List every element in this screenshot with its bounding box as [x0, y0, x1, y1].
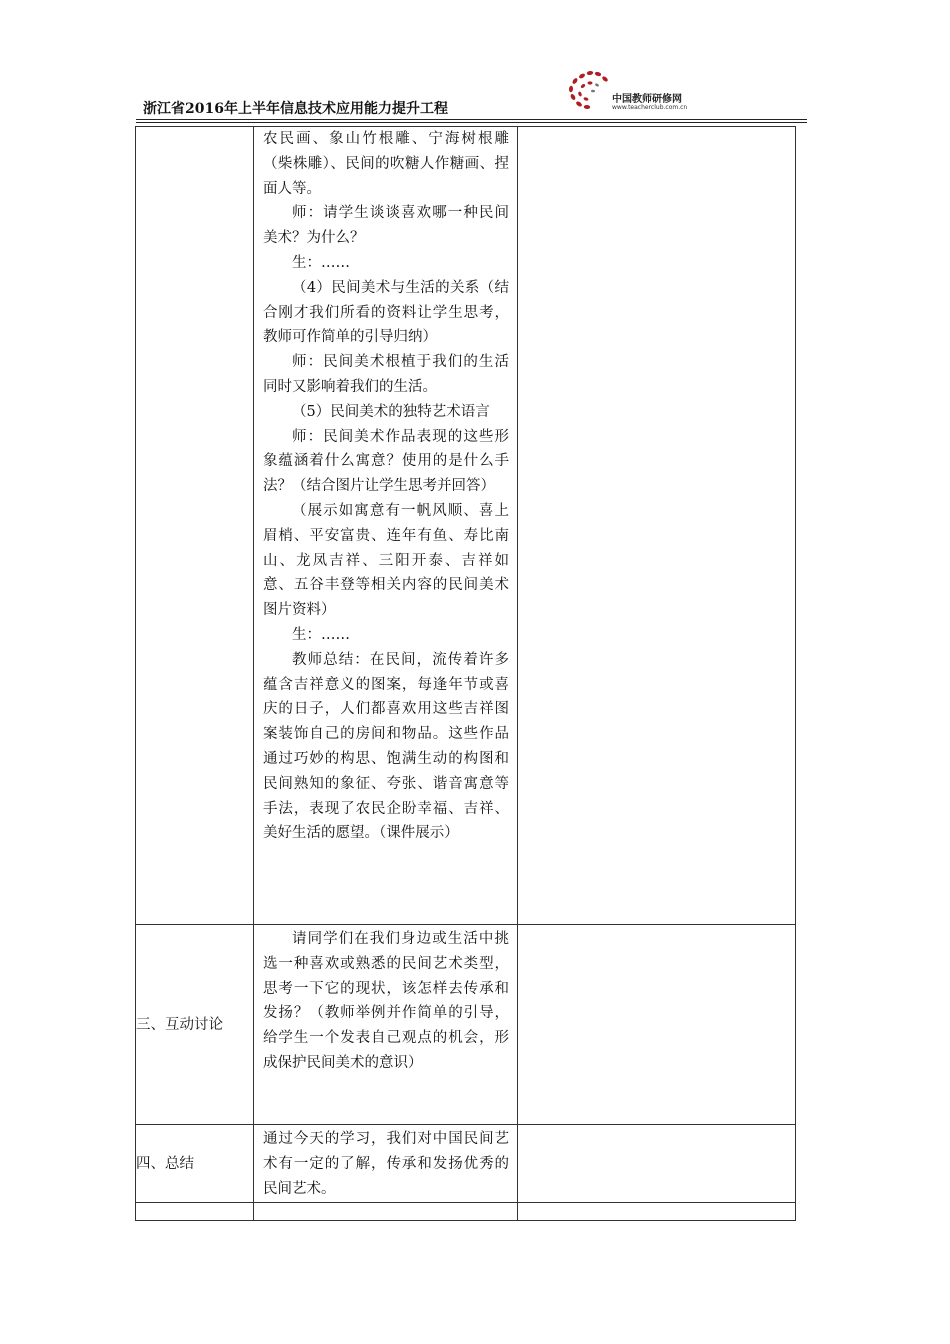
lesson-plan-table: [135, 126, 796, 1221]
notes-cell: [518, 1203, 796, 1221]
stage-label-cell: 四、总结: [136, 1125, 254, 1203]
stage-label-cell: 三、互动讨论: [136, 925, 254, 1125]
content-text: [254, 127, 517, 846]
content-paragraph: 通过今天的学习，我们对中国民间艺术有一定的了解，传承和发扬优秀的民间艺术。: [263, 1131, 509, 1197]
content-paragraph: 师：请学生谈谈喜欢哪一种民间美术？为什么？: [263, 205, 509, 247]
table-row: [136, 925, 796, 1125]
content-cell: [254, 1203, 518, 1221]
content-paragraph: 教师总结：在民间，流传着许多蕴含吉祥意义的图案，每逢年节或喜庆的日子，人们都喜欢用这些吉祥图案装饰自己的房间和物品。这些作品通过巧妙的构思、饱满生动的构图和民间熟知的象征、夸张、谐音寓意等手法，表现了农民企盼幸福、吉祥、美好生活的愿望。（课件展示）: [263, 651, 509, 842]
content-cell: [254, 127, 518, 925]
header-title: 浙江省2016年上半年信息技术应用能力提升工程: [143, 101, 448, 117]
content-paragraph: 师：民间美术作品表现的这些形象蕴涵着什么寓意？使用的是什么手法？（结合图片让学生思考并回答）: [263, 428, 509, 495]
stage-label-cell: [136, 1203, 254, 1221]
header-rule-thin: [136, 122, 807, 123]
content-cell: [254, 925, 518, 1125]
notes-cell: [518, 1125, 796, 1203]
content-cell: [254, 1125, 518, 1203]
content-paragraph: 生：……: [292, 254, 350, 271]
table-row: [136, 1125, 796, 1203]
logo-url: www.teacherclub.com.cn: [612, 104, 688, 111]
content-paragraph: （展示如寓意有一帆风顺、喜上眉梢、平安富贵、连年有鱼、寿比南山、龙凤吉祥、三阳开泰、吉祥如意、五谷丰登等相关内容的民间美术图片资料）: [263, 502, 509, 619]
stage-label-cell: [136, 127, 254, 925]
table-row: [136, 1203, 796, 1221]
notes-cell: [518, 925, 796, 1125]
content-paragraph: 师：民间美术根植于我们的生活同时又影响着我们的生活。: [263, 354, 509, 395]
table-row: [136, 127, 796, 925]
content-text: [254, 1125, 517, 1201]
content-paragraph: 农民画、象山竹根雕、宁海树根雕（柴株雕）、民间的吹糖人作糖画、捏面人等。: [263, 131, 509, 197]
content-text: [254, 925, 517, 1076]
logo-name: 中国教师研修网: [612, 94, 682, 105]
header-rule: [136, 119, 807, 120]
content-paragraph: （4）民间美术与生活的关系（结合刚才我们所看的资料让学生思考，教师可作简单的引导归纳）: [263, 279, 509, 346]
content-paragraph: 请同学们在我们身边或生活中挑选一种喜欢或熟悉的民间艺术类型，思考一下它的现状，该怎样去传承和发扬？（教师举例并作简单的引导，给学生一个发表自己观点的机会，形成保护民间美术的意识）: [263, 931, 509, 1071]
notes-cell: [518, 127, 796, 925]
content-paragraph: 生：……: [292, 626, 350, 643]
content-paragraph: （5）民间美术的独特艺术语言: [292, 403, 490, 420]
